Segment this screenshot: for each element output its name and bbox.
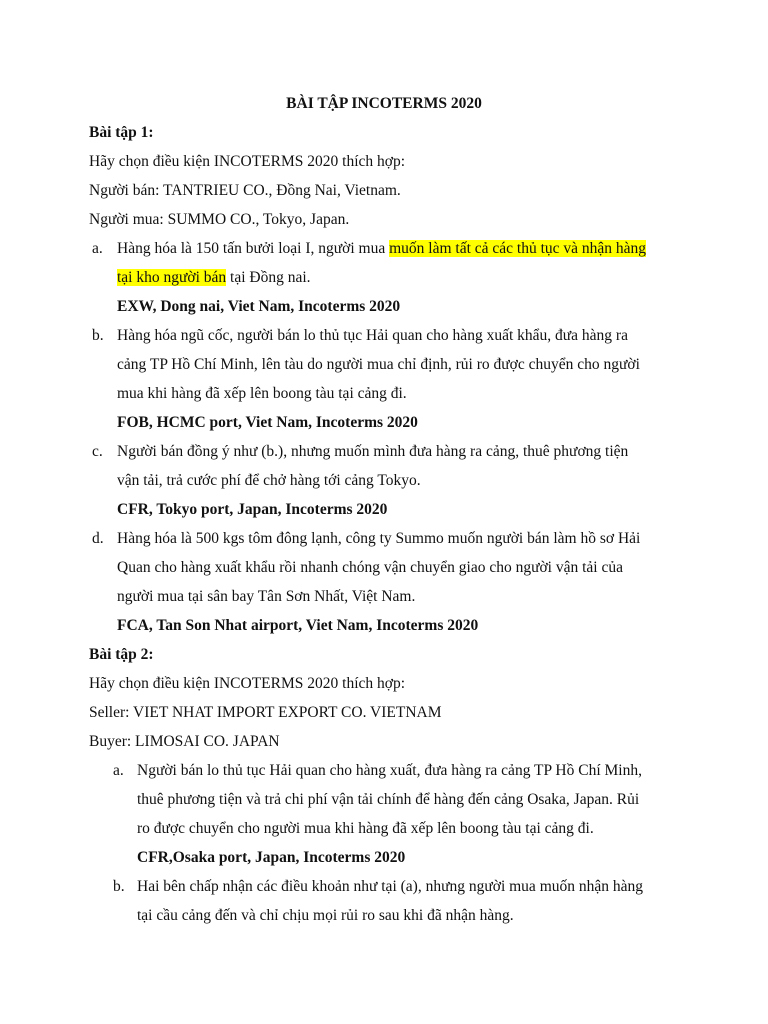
exercise-1-c-line-1: Người bán đồng ý như (b.), nhưng muốn mình đưa hàng ra cảng, thuê phương tiện [117,443,629,460]
highlighted-text: muốn làm tất cả các thủ tục và nhận hàng [389,240,647,257]
exercise-2-seller: Seller: VIET NHAT IMPORT EXPORT CO. VIETNAM [89,704,442,721]
exercise-2-instruction: Hãy chọn điều kiện INCOTERMS 2020 thích hợp: [89,675,406,692]
exercise-1-c-line-2: vận tải, trả cước phí để chở hàng tới cảng Tokyo. [117,472,421,489]
exercise-1-a-line-2 [117,268,311,288]
exercise-1-b-answer: FOB, HCMC port, Viet Nam, Incoterms 2020 [117,414,418,431]
document-title: BÀI TẬP INCOTERMS 2020 [286,95,482,112]
exercise-1-a-line-1 [117,239,646,259]
highlighted-text: tại kho người bán [117,269,227,286]
item-marker: a. [92,240,103,257]
exercise-2-a-answer: CFR,Osaka port, Japan, Incoterms 2020 [137,849,406,866]
item-marker: a. [113,762,124,779]
exercise-1-c-answer: CFR, Tokyo port, Japan, Incoterms 2020 [117,501,388,518]
exercise-1-b-line-3: mua khi hàng đã xếp lên boong tàu tại cảng đi. [117,385,407,402]
exercise-1-d-line-2: Quan cho hàng xuất khẩu rồi nhanh chóng vận chuyển giao cho người vận tải của [117,559,623,576]
exercise-2-a-line-3: ro được chuyển cho người mua khi hàng đã xếp lên boong tàu tại cảng đi. [137,820,594,837]
exercise-2-buyer: Buyer: LIMOSAI CO. JAPAN [89,733,280,750]
item-marker: b. [92,327,104,344]
item-marker: d. [92,530,104,547]
exercise-1-buyer: Người mua: SUMMO CO., Tokyo, Japan. [89,211,350,228]
exercise-2-b-line-1: Hai bên chấp nhận các điều khoản như tại (a), nhưng người mua muốn nhận hàng [137,878,644,895]
exercise-2-heading: Bài tập 2: [89,646,154,663]
exercise-1-a-answer: EXW, Dong nai, Viet Nam, Incoterms 2020 [117,298,401,315]
text-span: tại Đồng nai. [226,269,311,286]
text-span: Hàng hóa là 150 tấn bưởi loại I, người mua [117,240,390,257]
exercise-1-b-line-1: Hàng hóa ngũ cốc, người bán lo thủ tục Hải quan cho hàng xuất khẩu, đưa hàng ra [117,327,628,344]
item-marker: c. [92,443,103,460]
exercise-1-d-line-1: Hàng hóa là 500 kgs tôm đông lạnh, công ty Summo muốn người bán làm hồ sơ Hải [117,530,641,547]
exercise-2-a-line-1: Người bán lo thủ tục Hải quan cho hàng xuất, đưa hàng ra cảng TP Hồ Chí Minh, [137,762,642,779]
exercise-1-d-line-3: người mua tại sân bay Tân Sơn Nhất, Việt Nam. [117,588,416,605]
exercise-2-a-line-2: thuê phương tiện và trả chi phí vận tải chính để hàng đến cảng Osaka, Japan. Rủi [137,791,640,808]
exercise-2-b-line-2: tại cầu cảng đến và chỉ chịu mọi rủi ro sau khi đã nhận hàng. [137,907,514,924]
exercise-1-d-answer: FCA, Tan Son Nhat airport, Viet Nam, Incoterms 2020 [117,617,479,634]
exercise-1-b-line-2: cảng TP Hồ Chí Minh, lên tàu do người mua chỉ định, rủi ro được chuyển cho người [117,356,640,373]
exercise-1-instruction: Hãy chọn điều kiện INCOTERMS 2020 thích hợp: [89,153,406,170]
exercise-1-seller: Người bán: TANTRIEU CO., Đồng Nai, Vietnam. [89,182,401,199]
item-marker: b. [113,878,125,895]
exercise-1-heading: Bài tập 1: [89,124,154,141]
